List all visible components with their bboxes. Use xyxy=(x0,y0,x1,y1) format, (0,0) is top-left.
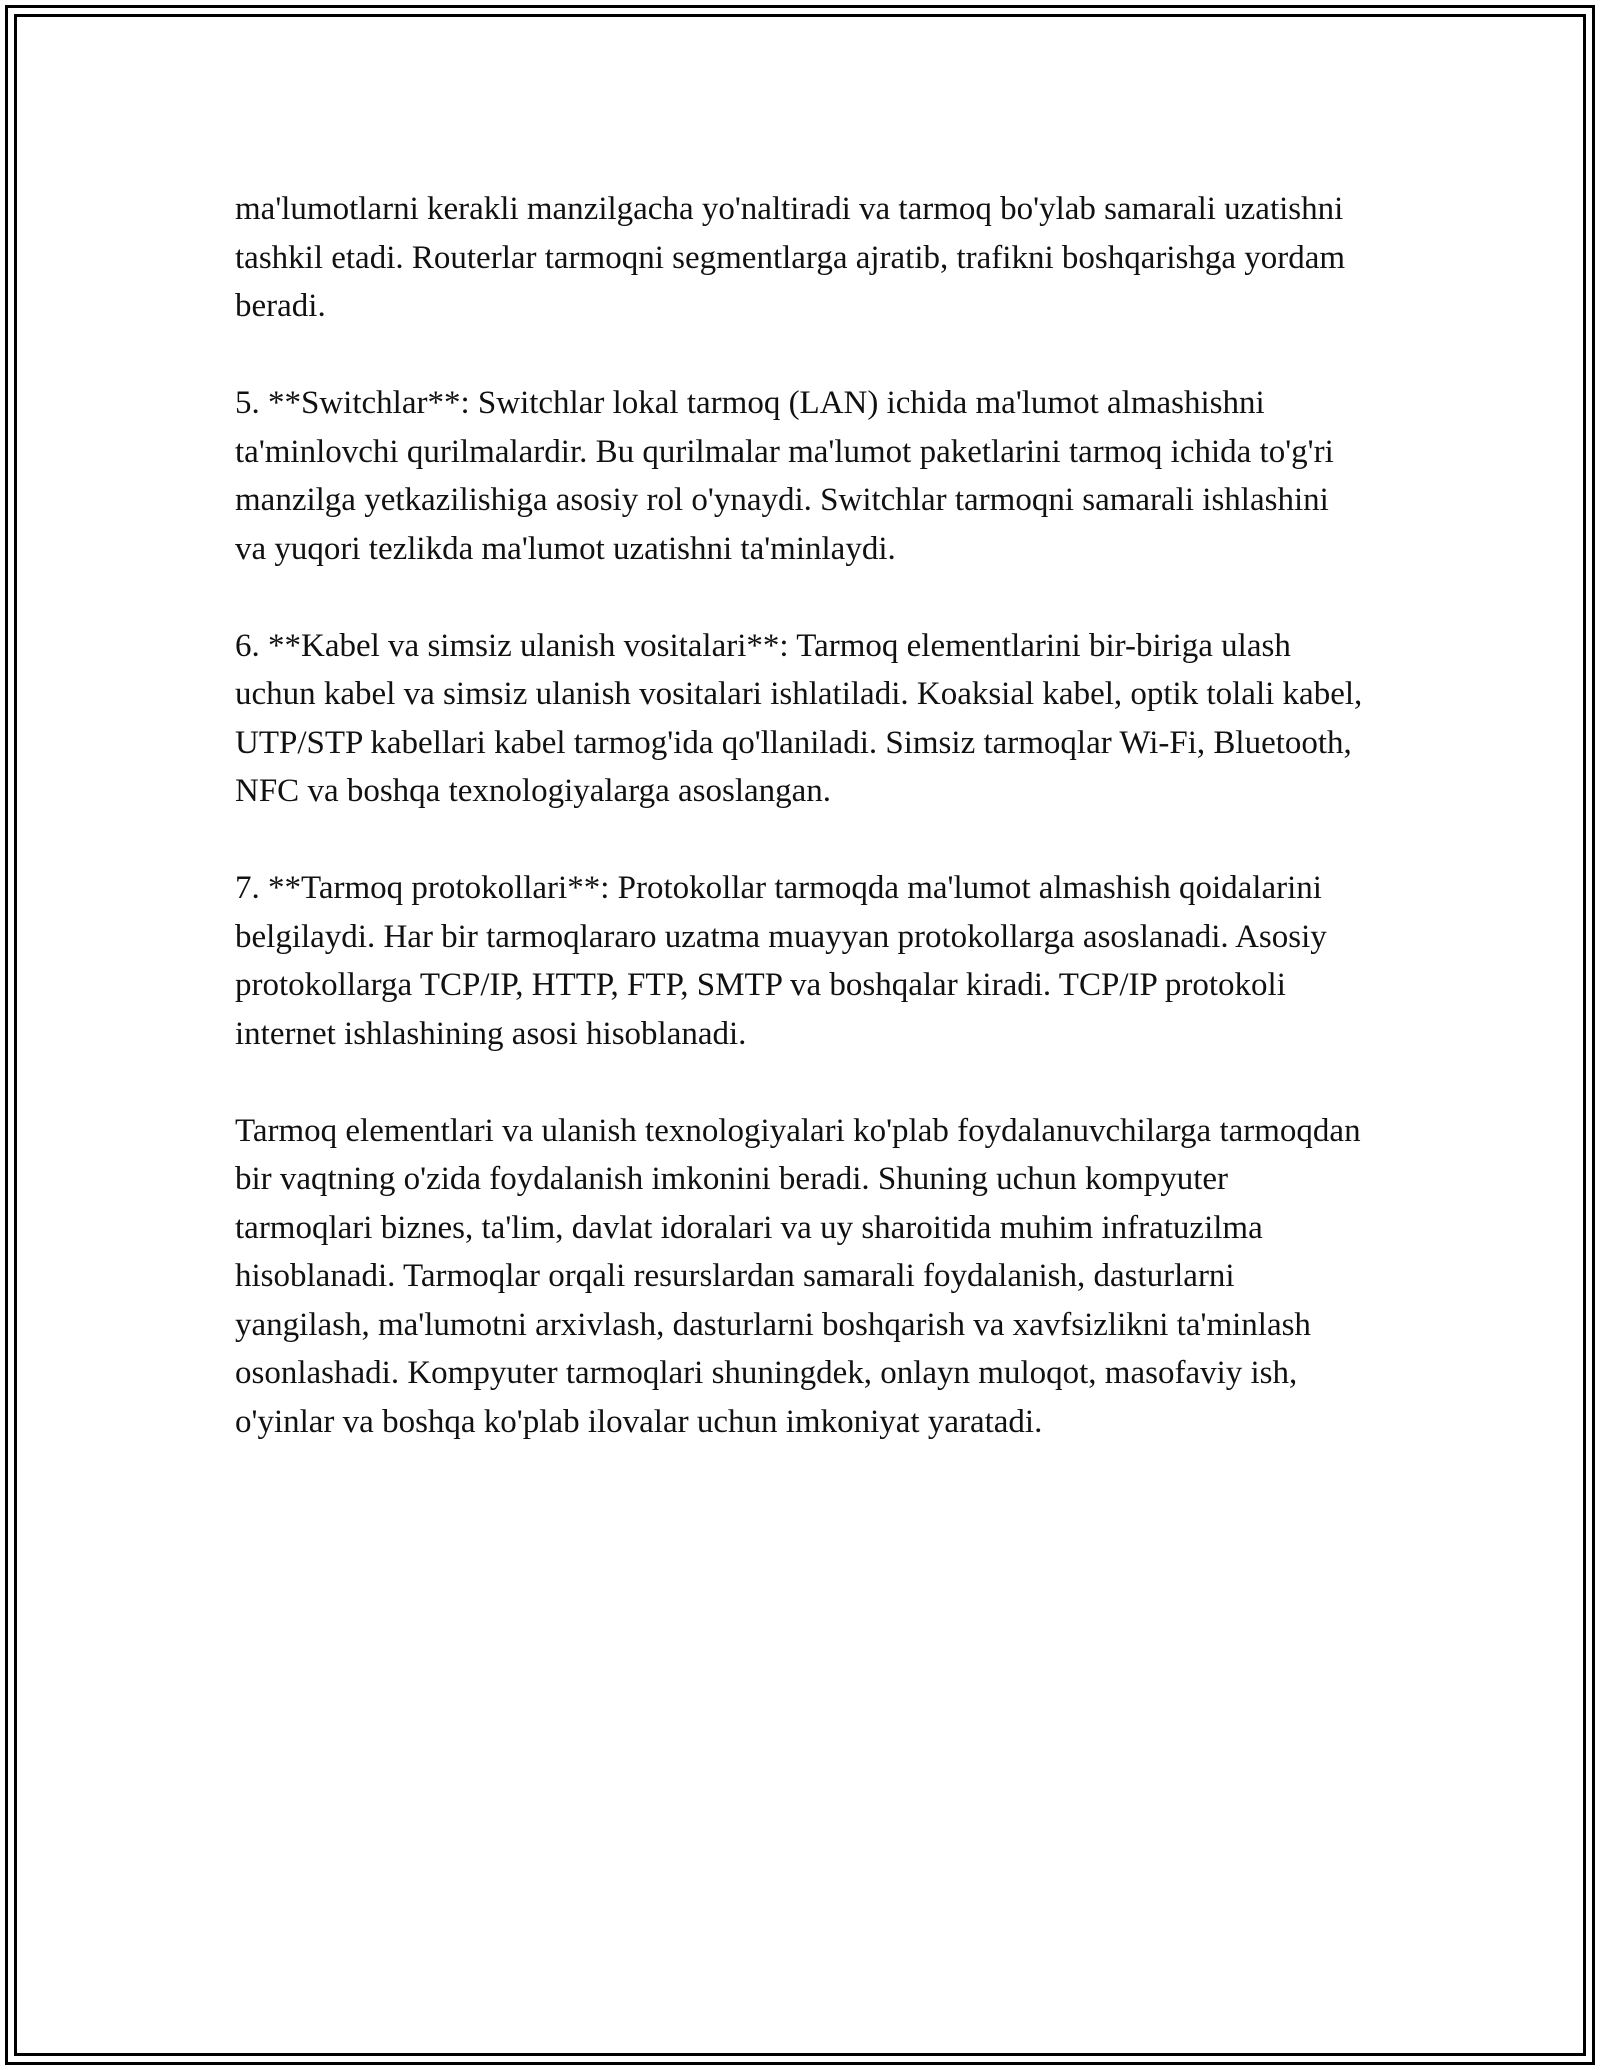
paragraph-cable-wireless: 6. **Kabel va simsiz ulanish vositalari**: Tarmoq elementlarini bir-biriga ulash uchun kabel va simsiz ulanish vositalari ishlatiladi. Koaksial kabel, optik tolali kabel, UTP/STP kabellari kabel tarmog'ida qo'llaniladi. Simsiz tarmoqlar Wi-Fi, Bluetooth, NFC va boshqa texnologiyalarga asoslangan. xyxy=(235,627,1363,809)
paragraph-conclusion: Tarmoq elementlari va ulanish texnologiyalari ko'plab foydalanuvchilarga tarmoqdan bir vaqtning o'zida foydalanish imkonini beradi. Shuning uchun kompyuter tarmoqlari biznes, ta'lim, davlat idoralari va uy sharoitida muhim infratuzilma hisoblanadi. Tarmoqlar orqali resurslardan samarali foydalanish, dasturlarni yangilash, ma'lumotni arxivlash, dasturlarni boshqarish va xavfsizlikni ta'minlash osonlashadi. Kompyuter tarmoqlari shuningdek, onlayn muloqot, masofaviy ish, o'yinlar va boshqa ko'plab ilovalar uchun imkoniyat yaratadi. xyxy=(235,1112,1361,1440)
paragraph-protocols: 7. **Tarmoq protokollari**: Protokollar tarmoqda ma'lumot almashish qoidalarini belgilaydi. Har bir tarmoqlararo uzatma muayyan protokollarga asoslanadi. Asosiy protokollarga TCP/IP, HTTP, FTP, SMTP va boshqalar kiradi. TCP/IP protokoli internet ishlashining asosi hisoblanadi. xyxy=(235,870,1327,1052)
document-body xyxy=(235,185,1365,1495)
paragraph-switches: 5. **Switchlar**: Switchlar lokal tarmoq (LAN) ichida ma'lumot almashishni ta'minlovchi qurilmalardir. Bu qurilmalar ma'lumot paketlarini tarmoq ichida to'g'ri manzilga yetkazilishiga asosiy rol o'ynaydi. Switchlar tarmoqni samarali ishlashini va yuqori tezlikda ma'lumot uzatishni ta'minlaydi. xyxy=(235,385,1334,567)
paragraph-routers-continued: ma'lumotlarni kerakli manzilgacha yo'naltiradi va tarmoq bo'ylab samarali uzatishni tashkil etadi. Routerlar tarmoqni segmentlarga ajratib, trafikni boshqarishga yordam beradi. xyxy=(235,191,1346,324)
